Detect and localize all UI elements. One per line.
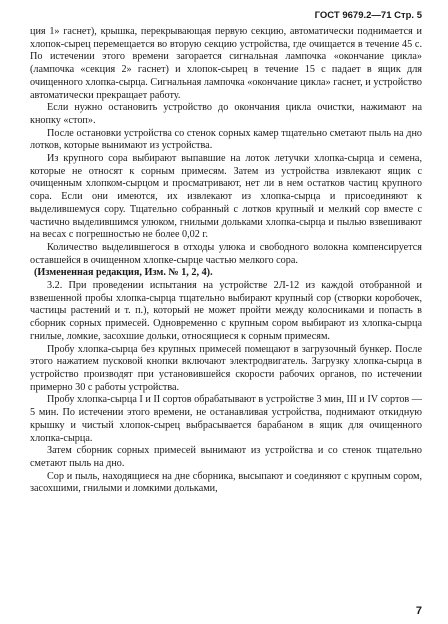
paragraph: (Измененная редакция, Изм. № 1, 2, 4). bbox=[34, 267, 213, 279]
paragraph: ция 1» гаснет), крышка, перекрывающая первую секцию, автоматически поднимается и хлопок-сырец перемещается во вторую секцию устройства, где очищается в течение 45 с. По истечении этого времени загорается сигнальная лампочка «окончание цикла» (лампочка «секция 2» гаснет) и хлопок-сырец в течение 15 с падает в ящик для очищенного хлопка-сырца. Сигнальная лампочка «окончание цикла» гаснет, и устройство автоматически прекращает работу. bbox=[30, 26, 422, 101]
page-number: 7 bbox=[415, 605, 422, 618]
document-body bbox=[30, 26, 422, 496]
paragraph: Пробу хлопка-сырца без крупных примесей помещают в загрузочный бункер. После этого нажатием пусковой кнопки включают электродвигатель. Загрузку хлопка-сырца в устройство производят при установившейся скорости рабочих органов, по истечении примерно 30 с работы устройства. bbox=[30, 343, 422, 393]
paragraph: После остановки устройства со стенок сорных камер тщательно сметают пыль на дно лотков, которые вынимают из устройства. bbox=[30, 127, 422, 152]
paragraph: Если нужно остановить устройство до окончания цикла очистки, нажимают на кнопку «стоп». bbox=[30, 102, 422, 126]
paragraph: Из крупного сора выбирают выпавшие на лоток летучки хлопка-сырца и семена, которые не относят к сорным примесям. Затем из устройства извлекают ящик с очищенным хлопком-сырцом и просматривают, нет ли в нем остатков частиц крупного сора. Если они имеются, их извлекают из хлопка-сырца и присоединяют к выделившемуся сору. Тщательно собранный с лотков крупный и мелкий сор вместе с частично выделившимся улюком, гнилыми дольками хлопка-сырца и пылью взвешивают на весах с погрешностью не более 0,02 г. bbox=[30, 153, 422, 241]
paragraph: Количество выделившегося в отходы улюка и свободного волокна компенсируется оставшейся в очищенном хлопке-сырце частью мелкого сора. bbox=[30, 241, 422, 266]
paragraph: Затем сборник сорных примесей вынимают из устройства и со стенок тщательно сметают пыль на дно. bbox=[30, 445, 422, 469]
running-header: ГОСТ 9679.2—71 Стр. 5 bbox=[314, 10, 422, 21]
paragraph: Сор и пыль, находящиеся на дне сборника, высыпают и соединяют с крупным сором, засохшими, гнилыми и ломкими дольками, bbox=[30, 470, 422, 495]
paragraph: 3.2. При проведении испытания на устройстве 2Л-12 из каждой отобранной и взвешенной пробы хлопка-сырца тщательно выбирают крупный сор (створки коробочек, частицы растений и т. п.), который не может пройти между колосниками и попасть в сборник сорных примесей. Одновременно с крупным сором выбирают из хлопка-сырца гнилые, ломкие, засохшие дольки, относящиеся к сорным примесям. bbox=[30, 280, 422, 342]
paragraph: Пробу хлопка-сырца I и II сортов обрабатывают в устройстве 3 мин, III и IV сортов — 5 мин. По истечении этого времени, не останавливая устройства, поднимают откидную крышку и чистый хлопок-сырец выбрасывается барабаном в ящик для очищенного хлопка-сырца. bbox=[30, 394, 422, 444]
